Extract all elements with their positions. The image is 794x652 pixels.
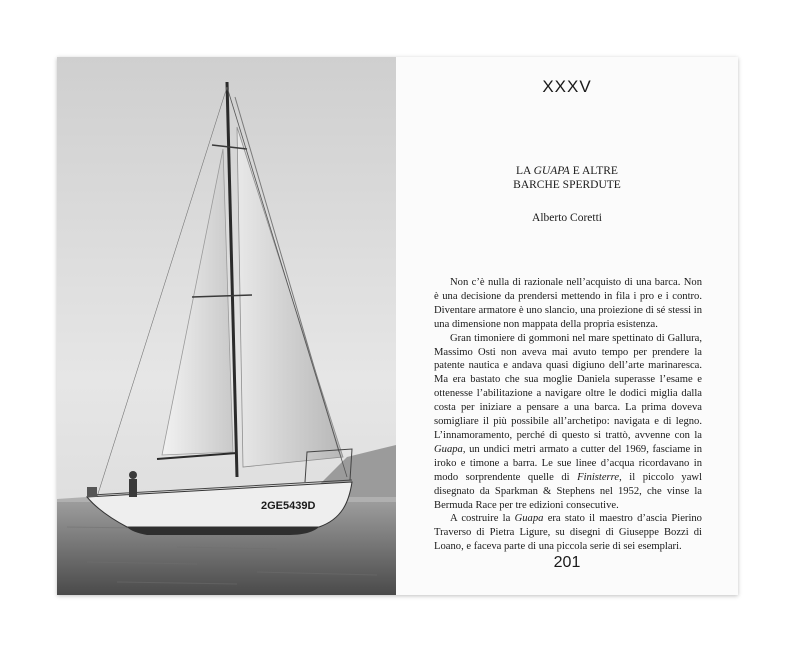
text-run: Gran timoniere di gommoni nel mare spettinato di Gallura, Massimo Osti non aveva mai avuto tempo per prendere la patente nautica e andava quasi digiuno dell’arte marinaresca. Ma era bastato che sua moglie Daniela superasse l’esame e ottenesse l’abilitazione a navigare oltre le dodici miglia dalla costa per iniziare a pensare a una barca. La prima doveva somigliare il più possibile all’archetipo: navigata e di legno. L’innamoramento, perché di questo si trattò, avvenne con la bbox=[434, 332, 702, 441]
chapter-title bbox=[396, 164, 738, 192]
title-line-1 bbox=[396, 164, 738, 178]
italic-run: Guapa bbox=[434, 443, 463, 455]
hull-registration: 2GE5439D bbox=[261, 500, 316, 512]
sailboat-photo bbox=[57, 57, 396, 595]
title-boat-name: GUAPA bbox=[533, 165, 570, 177]
title-text: LA bbox=[516, 165, 534, 177]
author-name: Alberto Coretti bbox=[532, 212, 602, 224]
title-text: E ALTRE bbox=[569, 165, 618, 177]
text-run: , il piccolo yawl disegnato da Sparkman & Stephens nel 1952, che vinse la Bermuda Race per tre edizioni consecutive. bbox=[434, 471, 702, 511]
body-text bbox=[434, 276, 702, 554]
sailboat-illustration bbox=[57, 57, 396, 595]
text-run: , un undici metri armato a cutter del 1969, fasciame in iroko e timone a barra. Le sue linee d’acqua ricordavano in modo sorprendente quelle di bbox=[434, 443, 702, 483]
text-run: Non c’è nulla di razionale nell’acquisto di una barca. Non è una decisione da prendersi mettendo in fila i pro e i contro. Diventare armatore è uno slancio, una proiezione di sé stessi in una dimensione non mappata della propria esistenza. bbox=[434, 277, 702, 330]
paragraph bbox=[434, 512, 702, 554]
italic-run: Guapa bbox=[514, 513, 544, 525]
text-page bbox=[396, 57, 738, 595]
text-run: A costruire la bbox=[450, 513, 515, 525]
page-number: 201 bbox=[553, 554, 581, 571]
italic-run: Finisterre bbox=[577, 471, 620, 483]
paragraph bbox=[434, 332, 702, 513]
paragraph bbox=[434, 276, 702, 332]
book-spread bbox=[57, 57, 738, 595]
text-run: era stato il maestro d’ascia Pierino Traverso di Pietra Ligure, su disegni di Giuseppe Bozzi di Loano, e faceva parte di una piccola serie di sei esemplari. bbox=[434, 513, 702, 553]
title-line-2: BARCHE SPERDUTE bbox=[513, 179, 621, 191]
chapter-number: XXXV bbox=[542, 77, 592, 96]
